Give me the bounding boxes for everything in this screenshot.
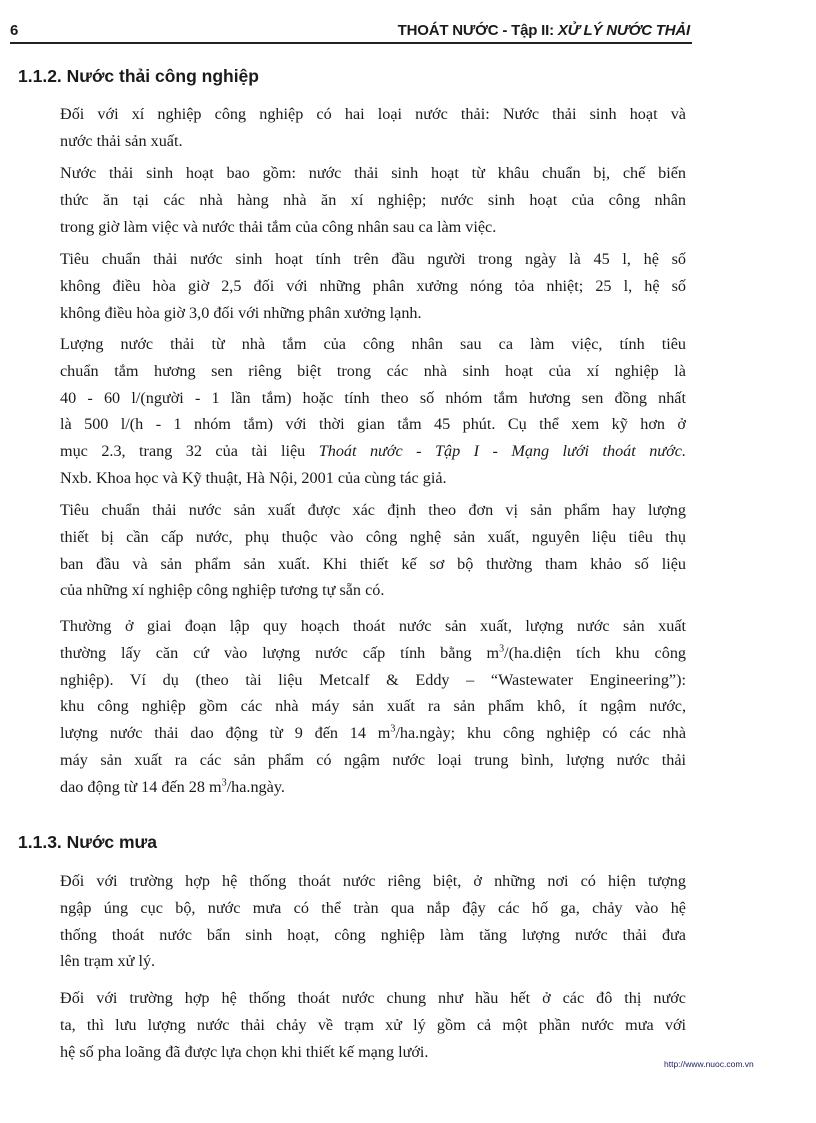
- paragraph: Thường ở giai đoạn lập quy hoạch thoát nước sản xuất, lượng nước sản xuất thường lấy căn cứ vào lượng nước cấp tính bằng $m^3/(ha.diện$ tích khu công nghiệp). Ví dụ (theo tài liệu Metcalf & Eddy – “Wastewater Engineering”): khu công nghiệp gồm các nhà máy sản xuất ra sản phẩm khô, ít ngậm nước, lượng nước thải dao động từ 9 đến 14 $m^3/ha.ngày$; khu công nghiệp có các nhà máy sản xuất ra các sản phẩm có ngậm nước loại trung bình, lượng nước thải dao động từ 14 đến 28 $m^3/ha.ngày$.: [60, 617, 687, 796]
- section-heading-1-1-3: 1.1.3. Nước mưa: [18, 832, 157, 852]
- paragraph: Tiêu chuẩn thải nước sản xuất được xác định theo đơn vị sản phẩm hay lượng thiết bị cần cấp nước, phụ thuộc vào công nghệ sản xuất, nguyên liệu tiêu thụ ban đầu và sản phẩm sản xuất. Khi thiết kế sơ bộ thường tham khảo số liệu của những xí nghiệp công nghiệp tương tự sẵn có.: [60, 501, 686, 600]
- paragraph: Đối với trường hợp hệ thống thoát nước chung như hầu hết ở các đô thị nước ta, thì lưu lượng nước thải chảy về trạm xử lý gồm cả một phần nước mưa với hệ số pha loãng đã được lựa chọn khi thiết kế mạng lưới.: [60, 989, 686, 1061]
- footer-url-link[interactable]: http://www.nuoc.com.vn: [664, 1059, 754, 1069]
- running-title-italic: XỬ LÝ NƯỚC THẢI: [557, 22, 690, 39]
- page-number: 6: [10, 22, 19, 39]
- cited-title: Thoát nước - Tập I - Mạng lưới thoát nước.: [318, 442, 687, 461]
- paragraph: Tiêu chuẩn thải nước sinh hoạt tính trên đầu người trong ngày là 45 l, hệ số không điều hòa giờ 2,5 đối với những phân xưởng nóng tỏa nhiệt; 25 l, hệ số không điều hòa giờ 3,0 đối với những phân xưởng lạnh.: [60, 250, 686, 322]
- running-header: [10, 18, 692, 44]
- section-heading-1-1-2: 1.1.2. Nước thải công nghiệp: [18, 66, 259, 86]
- paragraph: Đối với trường hợp hệ thống thoát nước riêng biệt, ở những nơi có hiện tượng ngập úng cục bộ, nước mưa có thể tràn qua nắp đậy các hố ga, chảy vào hệ thống thoát nước bẩn sinh hoạt, công nghiệp làm tăng lượng nước thải đưa lên trạm xử lý.: [60, 872, 686, 971]
- running-title: THOÁT NƯỚC - Tập II: XỬ LÝ NƯỚC THẢI: [397, 22, 690, 39]
- paragraph: Lượng nước thải từ nhà tắm của công nhân sau ca làm việc, tính tiêu chuẩn tắm hương sen riêng biệt trong các nhà sinh hoạt của xí nghiệp là 40 - 60 l/(người - 1 lần tắm) hoặc tính theo số nhóm tắm hương sen đồng nhất là 500 l/(h - 1 nhóm tắm) với thời gian tắm 45 phút. Cụ thể xem kỹ hơn ở mục 2.3, trang 32 của tài liệu Thoát nước - Tập I - Mạng lưới thoát nước. Nxb. Khoa học và Kỹ thuật, Hà Nội, 2001 của cùng tác giả.: [60, 335, 687, 487]
- paragraph: Đối với xí nghiệp công nghiệp có hai loại nước thải: Nước thải sinh hoạt và nước thải sản xuất.: [60, 105, 686, 150]
- paragraph: Nước thải sinh hoạt bao gồm: nước thải sinh hoạt từ khâu chuẩn bị, chế biến thức ăn tại các nhà hàng nhà ăn xí nghiệp; nước sinh hoạt của công nhân trong giờ làm việc và nước thải tắm của công nhân sau ca làm việc.: [60, 164, 686, 236]
